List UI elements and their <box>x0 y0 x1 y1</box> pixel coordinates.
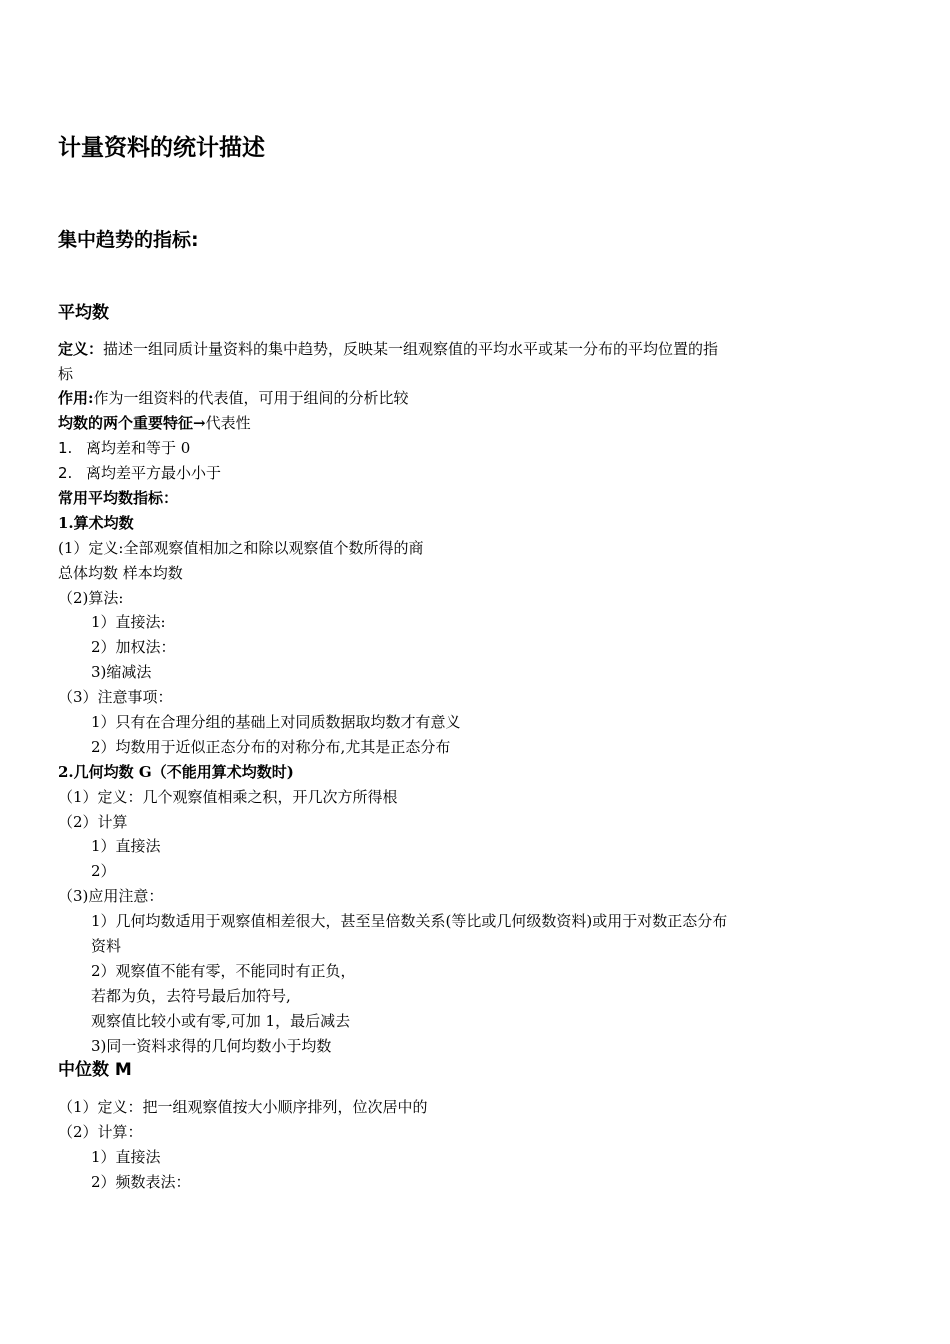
definition-text: 描述一组同质计量资料的集中趋势，反映某一组观察值的平均水平或某一分布的平均位置的指 <box>103 340 719 358</box>
median-calc-direct: 1）直接法 <box>91 1148 161 1166</box>
application-item-cont: 若都为负，去符号最后加符号, <box>91 987 291 1005</box>
usage-label: 作用: <box>58 389 94 407</box>
application-item: 2）观察值不能有零，不能同时有正负， <box>91 962 356 980</box>
median-calc: （2）计算： <box>58 1123 143 1141</box>
mean-features <box>58 413 251 433</box>
list-number: 2. <box>58 464 73 482</box>
note-item: 1）只有在合理分组的基础上对同质数据取均数才有意义 <box>91 713 461 731</box>
common-averages-heading: 常用平均数指标： <box>58 489 179 507</box>
application-item: 3)同一资料求得的几何均数小于均数 <box>91 1037 332 1055</box>
application-item-cont: 观察值比较小或有零,可加 1，最后减去 <box>91 1012 351 1030</box>
mean-heading: 平均数 <box>58 303 109 323</box>
geometric-mean-heading: 2.几何均数 G（不能用算术均数时) <box>58 763 294 781</box>
algorithm-direct: 1）直接法: <box>91 613 166 631</box>
mean-definition-cont: 标 <box>58 365 74 383</box>
arithmetic-notes: （3）注意事项： <box>58 688 173 706</box>
algorithm-weighted: 2）加权法： <box>91 638 176 656</box>
geometric-application: （3)应用注意： <box>58 887 164 905</box>
application-item-cont: 资料 <box>91 937 122 955</box>
median-heading: 中位数 M <box>58 1060 132 1080</box>
list-text: 离均差和等于 0 <box>86 439 191 457</box>
definition-label: 定义： <box>58 340 104 358</box>
arithmetic-mean-heading: 1.算术均数 <box>58 514 134 532</box>
median-definition: （1）定义：把一组观察值按大小顺序排列，位次居中的 <box>58 1098 428 1116</box>
usage-text: 作为一组资料的代表值，可用于组间的分析比较 <box>93 389 409 407</box>
geometric-calc: （2）计算 <box>58 813 128 831</box>
mean-usage <box>58 388 409 408</box>
arithmetic-algorithm: （2)算法: <box>58 589 124 607</box>
algorithm-reduced: 3)缩减法 <box>91 663 152 681</box>
document-title: 计量资料的统计描述 <box>58 135 265 161</box>
median-calc-frequency: 2）频数表法： <box>91 1173 191 1191</box>
geometric-definition: （1）定义：几个观察值相乘之积，开几次方所得根 <box>58 788 398 806</box>
list-item <box>58 438 190 458</box>
list-text: 离均差平方最小小于 <box>86 464 222 482</box>
list-number: 1. <box>58 439 73 457</box>
list-item <box>58 463 221 483</box>
arithmetic-definition: (1）定义:全部观察值相加之和除以观察值个数所得的商 <box>58 539 424 557</box>
mean-definition <box>58 339 718 359</box>
features-text: 代表性 <box>205 414 251 432</box>
calc-direct: 1）直接法 <box>91 837 161 855</box>
note-item: 2）均数用于近似正态分布的对称分布,尤其是正态分布 <box>91 738 451 756</box>
application-item: 1）几何均数适用于观察值相差很大，甚至呈倍数关系(等比或几何级数资料)或用于对数正态分布 <box>91 912 728 930</box>
section-heading: 集中趋势的指标: <box>58 229 199 251</box>
calc-item: 2） <box>91 862 116 880</box>
arithmetic-kinds: 总体均数 样本均数 <box>58 564 183 582</box>
features-label: 均数的两个重要特征→ <box>58 414 206 432</box>
